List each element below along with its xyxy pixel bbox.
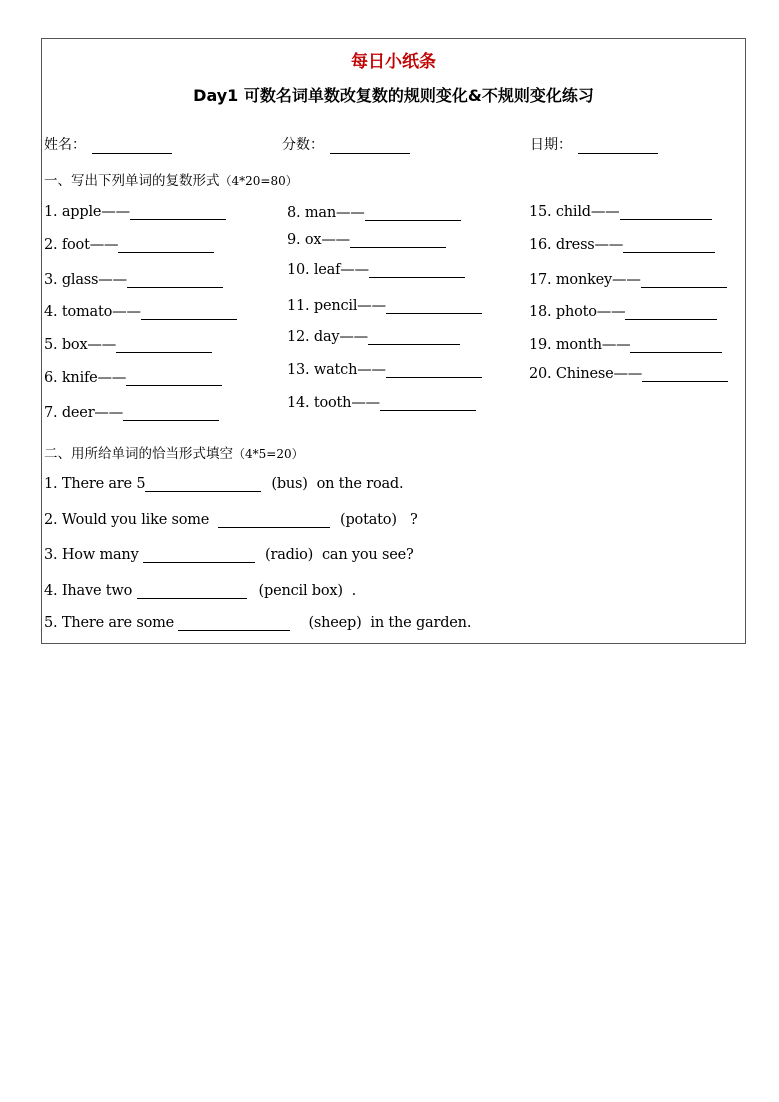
date-blank[interactable] [578, 139, 658, 154]
word-item [529, 237, 715, 253]
answer-blank[interactable] [641, 272, 727, 288]
answer-blank[interactable] [123, 405, 219, 421]
answer-blank[interactable] [143, 547, 255, 563]
sentence-start: 1. There are 5 [44, 476, 146, 492]
sentence-start: 3. How many [44, 547, 139, 563]
fill-sentence [44, 476, 403, 492]
answer-blank[interactable] [368, 329, 460, 345]
word-item [44, 204, 226, 220]
word-item-label: 13. watch—— [287, 362, 386, 378]
word-item-label: 2. foot—— [44, 237, 119, 253]
word-item [44, 405, 219, 421]
section-2-points: （4*5=20） [233, 447, 304, 461]
answer-blank[interactable] [380, 395, 476, 411]
sentence-end: . [351, 583, 357, 599]
answer-blank[interactable] [178, 615, 290, 631]
word-item-label: 17. monkey—— [529, 272, 641, 288]
name-label: 姓名： [44, 137, 86, 153]
word-item [529, 337, 722, 353]
word-item [287, 232, 446, 248]
answer-blank[interactable] [386, 298, 482, 314]
word-item [44, 237, 214, 253]
word-item [529, 204, 712, 220]
word-item [44, 370, 222, 386]
word-item [287, 205, 461, 221]
word-item-label: 6. knife—— [44, 370, 127, 386]
answer-blank[interactable] [116, 337, 212, 353]
answer-blank[interactable] [126, 370, 222, 386]
sentence-end: in the garden. [370, 615, 472, 631]
word-item-label: 15. child—— [529, 204, 620, 220]
answer-blank[interactable] [127, 272, 223, 288]
answer-blank[interactable] [630, 337, 722, 353]
sentence-end: can you see? [321, 547, 414, 563]
answer-blank[interactable] [623, 237, 715, 253]
sentence-hint: (sheep) [308, 615, 362, 631]
sentence-start: 2. Would you like some [44, 512, 210, 528]
answer-blank[interactable] [625, 304, 717, 320]
word-item-label: 14. tooth—— [287, 395, 380, 411]
name-field [44, 134, 172, 154]
worksheet-subtitle: Day1 可数名词单数改复数的规则变化&不规则变化练习 [193, 86, 594, 105]
word-item-label: 3. glass—— [44, 272, 127, 288]
section-2-heading [44, 442, 304, 462]
word-item [529, 304, 717, 320]
section-1-points: （4*20=80） [219, 174, 298, 188]
word-item [44, 304, 237, 320]
answer-blank[interactable] [137, 583, 247, 599]
worksheet-box [41, 38, 746, 644]
sentence-hint: (potato) [340, 512, 397, 528]
sentence-start: 4. Ihave two [44, 583, 133, 599]
word-item-label: 19. month—— [529, 337, 631, 353]
sentence-end: ? [410, 512, 418, 528]
section-1-title: 一、写出下列单词的复数形式 [44, 173, 220, 189]
word-item [287, 329, 460, 345]
fill-sentence [44, 512, 418, 528]
fill-sentence [44, 615, 471, 631]
sentence-hint: (bus) [271, 476, 308, 492]
answer-blank[interactable] [642, 366, 728, 382]
word-item [287, 362, 482, 378]
answer-blank[interactable] [141, 304, 237, 320]
score-blank[interactable] [330, 139, 410, 154]
sentence-end: on the road. [316, 476, 404, 492]
section-2-title: 二、用所给单词的恰当形式填空 [44, 446, 233, 462]
word-item-label: 5. box—— [44, 337, 117, 353]
sentence-hint: (radio) [265, 547, 314, 563]
answer-blank[interactable] [386, 362, 482, 378]
sentence-start: 5. There are some [44, 615, 175, 631]
score-field [282, 134, 410, 154]
score-label: 分数： [282, 137, 324, 153]
word-item [529, 272, 727, 288]
answer-blank[interactable] [145, 476, 261, 492]
word-item-label: 16. dress—— [529, 237, 624, 253]
word-item-label: 1. apple—— [44, 204, 130, 220]
answer-blank[interactable] [369, 262, 465, 278]
date-field [530, 134, 658, 154]
date-label: 日期： [530, 137, 572, 153]
fill-sentence [44, 547, 414, 563]
word-item-label: 20. Chinese—— [529, 366, 643, 382]
word-item-label: 11. pencil—— [287, 298, 386, 314]
name-blank[interactable] [92, 139, 172, 154]
word-item-label: 12. day—— [287, 329, 368, 345]
word-item [287, 262, 465, 278]
answer-blank[interactable] [620, 204, 712, 220]
word-item [287, 298, 482, 314]
word-item-label: 8. man—— [287, 205, 365, 221]
word-item [287, 395, 476, 411]
fill-sentence [44, 583, 356, 599]
word-item-label: 18. photo—— [529, 304, 626, 320]
word-item [44, 337, 212, 353]
answer-blank[interactable] [350, 232, 446, 248]
answer-blank[interactable] [130, 204, 226, 220]
answer-blank[interactable] [365, 205, 461, 221]
word-item [44, 272, 223, 288]
page-title: 每日小纸条 [351, 52, 436, 72]
word-item-label: 4. tomato—— [44, 304, 141, 320]
word-item-label: 7. deer—— [44, 405, 124, 421]
sentence-hint: (pencil box) [258, 583, 343, 599]
section-1-heading [44, 169, 298, 189]
word-item [529, 366, 728, 382]
answer-blank[interactable] [118, 237, 214, 253]
word-item-label: 10. leaf—— [287, 262, 369, 278]
word-item-label: 9. ox—— [287, 232, 350, 248]
answer-blank[interactable] [218, 512, 330, 528]
